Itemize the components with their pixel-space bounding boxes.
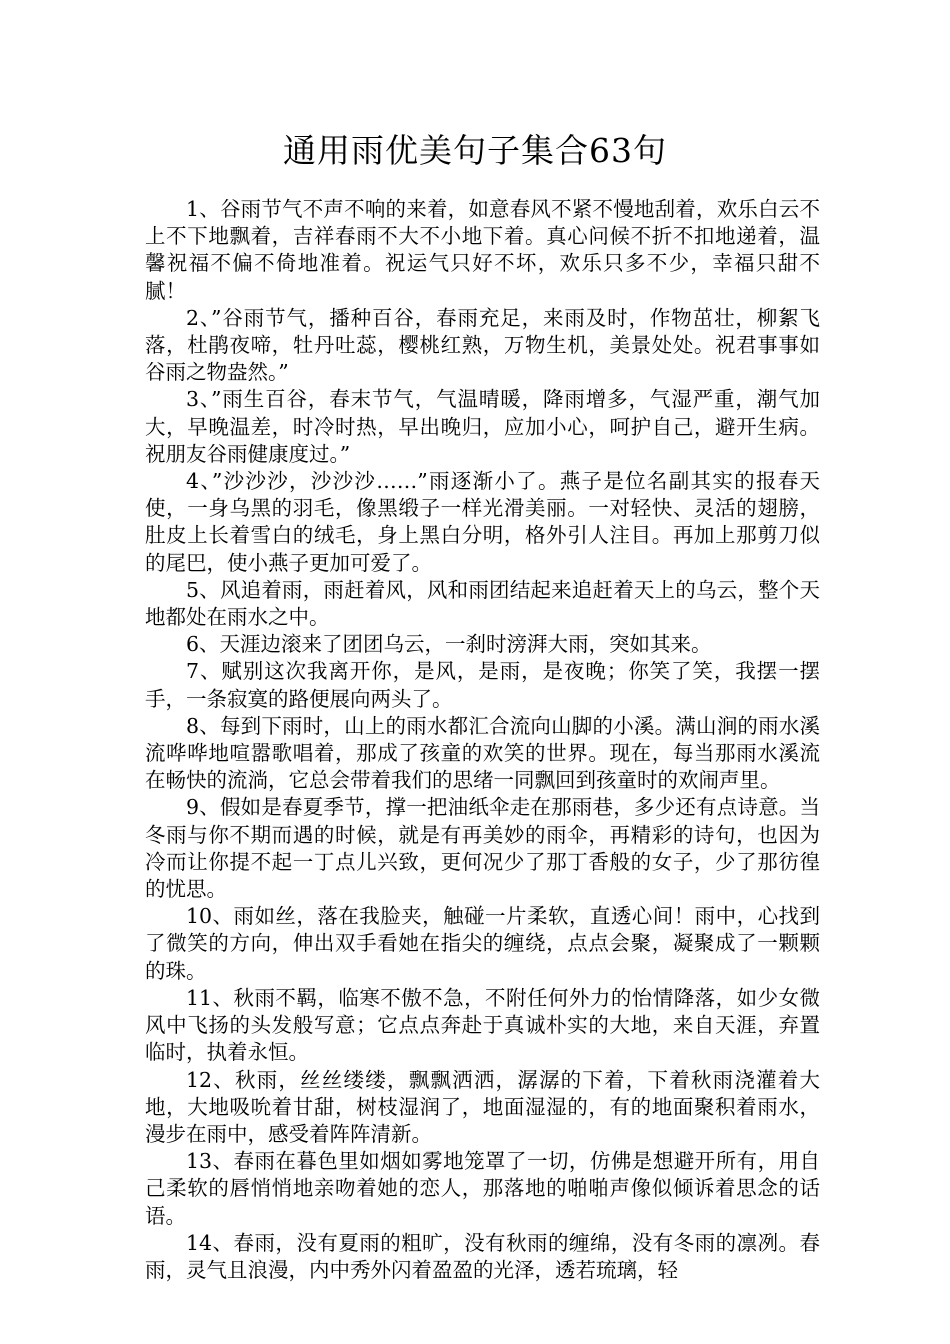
paragraph-2: 2、”谷雨节气，播种百谷，春雨充足，来雨及时，作物茁壮，柳絮飞落，杜鹃夜啼，牡丹吐蕊，樱桃红熟，万物生机，美景处处。祝君事事如谷雨之物盎然。” xyxy=(145,305,820,385)
paragraph-5: 5、风追着雨，雨赶着风，风和雨团结起来追赶着天上的乌云，整个天地都处在雨水之中。 xyxy=(145,577,820,630)
document-title: 通用雨优美句子集合63句 xyxy=(283,131,667,170)
paragraph-9: 9、假如是春夏季节，撑一把油纸伞走在那雨巷，多少还有点诗意。当冬雨与你不期而遇的时候，就是有再美妙的雨伞，再精彩的诗句，也因为冷而让你提不起一丁点儿兴致，更何况少了那丁香般的女子，少了那彷徨的忧思。 xyxy=(145,795,820,902)
paragraph-10: 10、雨如丝，落在我脸夹，触碰一片柔软，直透心间！雨中，心找到了微笑的方向，伸出双手看她在指尖的缠绕，点点会聚，凝聚成了一颗颗的珠。 xyxy=(145,904,820,983)
paragraph-8: 8、每到下雨时，山上的雨水都汇合流向山脚的小溪。满山涧的雨水溪流哗哗地喧嚣歌唱着，那成了孩童的欢笑的世界。现在，每当那雨水溪流在畅快的流淌，它总会带着我们的思绪一同飘回到孩童时的欢闹声里。 xyxy=(145,713,820,793)
paragraph-3: 3、”雨生百谷，春末节气，气温晴暖，降雨增多，气湿严重，潮气加大，早晚温差，时冷时热，早出晚归，应加小心，呵护自己，避开生病。祝朋友谷雨健康度过。” xyxy=(145,387,820,466)
paragraph-4: 4、”沙沙沙，沙沙沙……”雨逐渐小了。燕子是位名副其实的报春天使，一身乌黑的羽毛，像黑缎子一样光滑美丽。一对轻快、灵活的翅膀，肚皮上长着雪白的绒毛，身上黑白分明，格外引人注目。再加上那剪刀似的尾巴，使小燕子更加可爱了。 xyxy=(145,469,820,575)
paragraph-1: 1、谷雨节气不声不响的来着，如意春风不紧不慢地刮着，欢乐白云不上不下地飘着，吉祥春雨不大不小地下着。真心问候不折不扣地递着，温馨祝福不偏不倚地准着。祝运气只好不坏，欢乐只多不少，幸福只甜不腻！ xyxy=(145,197,820,303)
paragraph-6: 6、天涯边滚来了团团乌云，一刹时滂湃大雨，突如其来。 xyxy=(186,632,712,657)
paragraph-12: 12、秋雨，丝丝缕缕，飘飘洒洒，潺潺的下着，下着秋雨浇灌着大地，大地吸吮着甘甜，树枝湿润了，地面湿湿的，有的地面聚积着雨水，漫步在雨中，感受着阵阵清新。 xyxy=(145,1067,820,1146)
paragraph-13: 13、春雨在暮色里如烟如雾地笼罩了一切，仿佛是想避开所有，用自己柔软的唇悄悄地亲吻着她的恋人，那落地的啪啪声像似倾诉着思念的话语。 xyxy=(145,1149,820,1228)
paragraph-14: 14、春雨，没有夏雨的粗旷，没有秋雨的缠绵，没有冬雨的凛冽。春雨，灵气且浪漫，内中秀外闪着盈盈的光泽，透若琉璃，轻 xyxy=(145,1230,820,1282)
paragraph-11: 11、秋雨不羁，临寒不傲不急，不附任何外力的怡情降落，如少女微风中飞扬的头发般写意；它点点奔赴于真诚朴实的大地，来自天涯，弃置临时，执着永恒。 xyxy=(145,985,820,1065)
paragraph-7: 7、赋别这次我离开你，是风，是雨，是夜晚；你笑了笑，我摆一摆手，一条寂寞的路便展向两头了。 xyxy=(145,659,820,711)
document-body xyxy=(145,196,820,1284)
